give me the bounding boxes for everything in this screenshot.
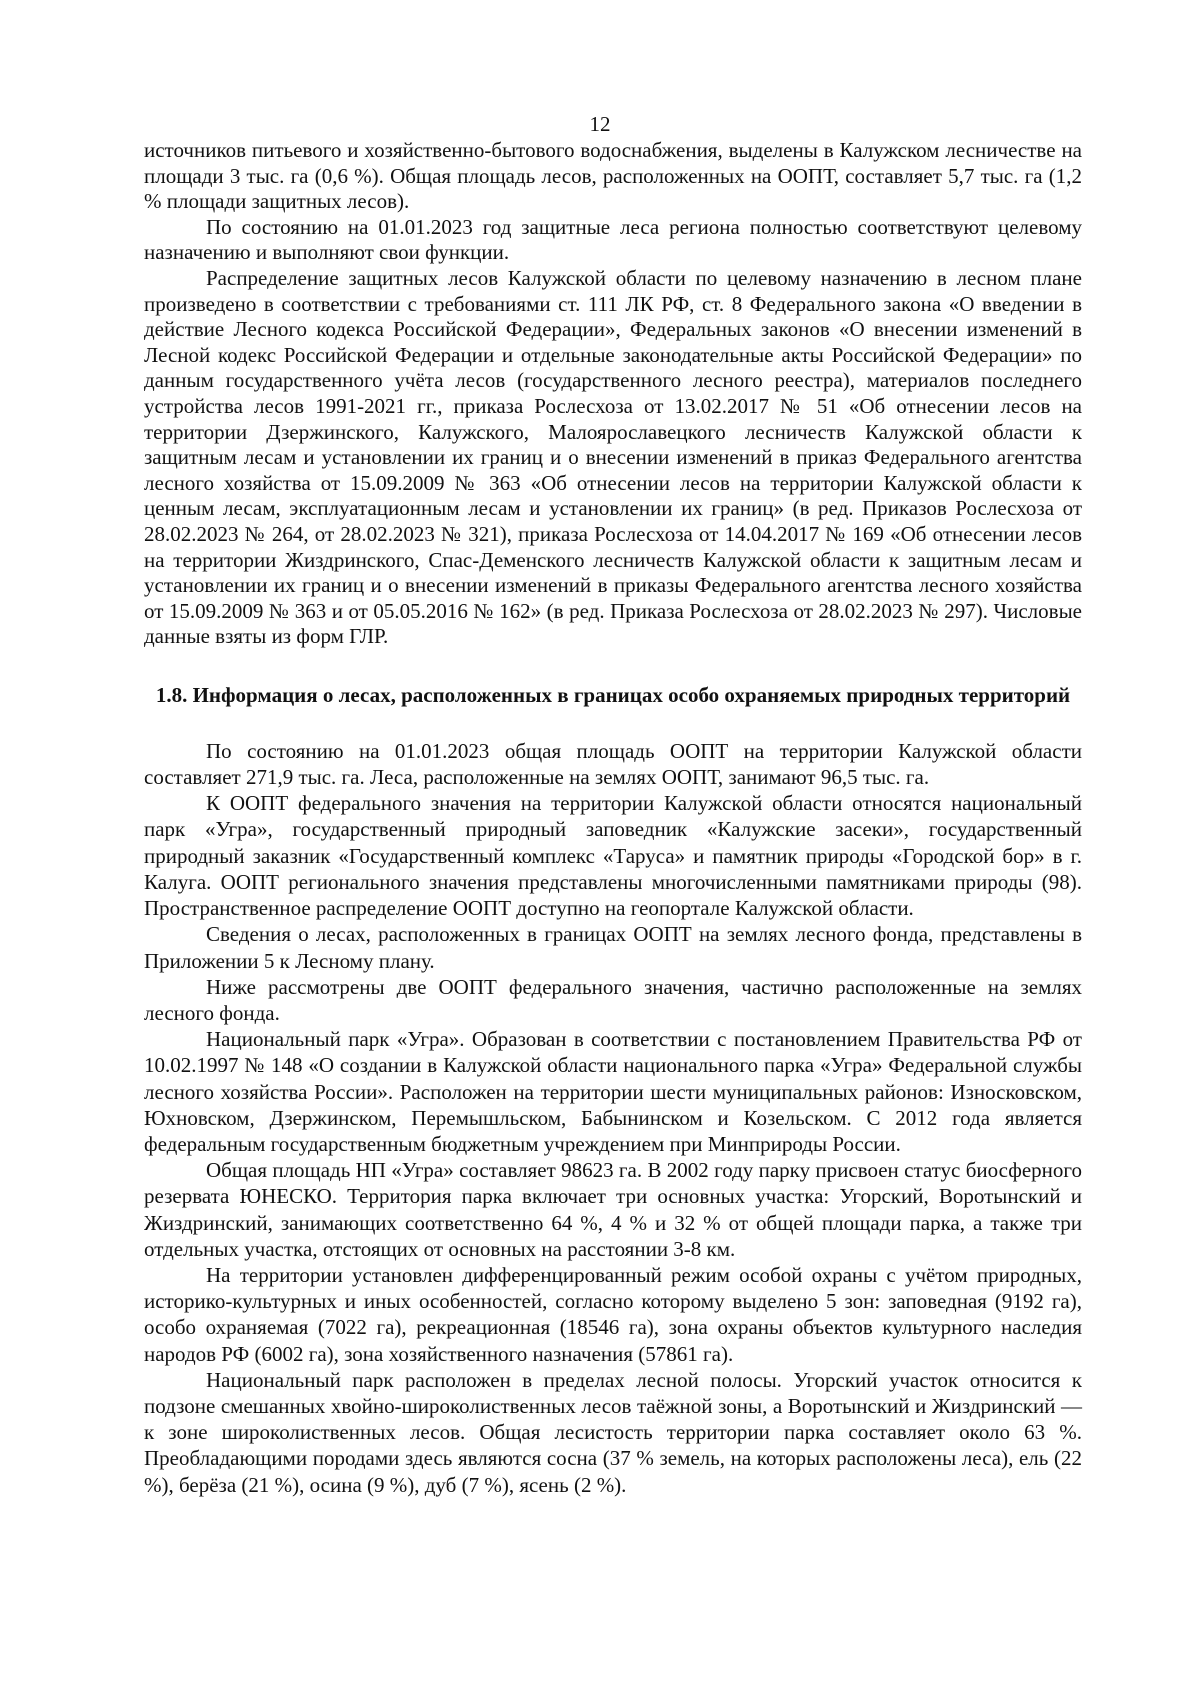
paragraph: Общая площадь НП «Угра» составляет 98623 га. В 2002 году парку присвоен статус биосферного резервата ЮНЕСКО. Территория парка включает три основных участка: Угорский, Воротынский и Жиздринский, занимающих соответственно 64 %, 4 % и 32 % от общей площади парка, а также три отдельных участка, отстоящих от основных на расстоянии 3-8 км. xyxy=(144,1158,1082,1261)
paragraph: Ниже рассмотрены две ООПТ федерального значения, частично расположенные на землях лесного фонда. xyxy=(144,974,1082,1025)
section-protected-areas xyxy=(144,738,1082,1498)
section-heading: 1.8. Информация о лесах, расположенных в границах особо охраняемых природных территорий xyxy=(155,682,1071,707)
paragraph: По состоянию на 01.01.2023 год защитные леса региона полностью соответствуют целевому назначению и выполняют свои функции. xyxy=(144,214,1082,265)
paragraph: К ООПТ федерального значения на территории Калужской области относятся национальный парк «Угра», государственный природный заповедник «Калужские засеки», государственный природный заказник «Государственный комплекс «Таруса» и памятник природы «Городской бор» в г. Калуга. ООПТ регионального значения представлены многочисленными памятниками природы (98). Пространственное распределение ООПТ доступно на геопортале Калужской области. xyxy=(144,791,1082,921)
paragraph: источников питьевого и хозяйственно-бытового водоснабжения, выделены в Калужском лесничестве на площади 3 тыс. га (0,6 %). Общая площадь лесов, расположенных на ООПТ, составляет 5,7 тыс. га (1,2 % площади защитных лесов). xyxy=(144,138,1082,214)
paragraph: Национальный парк «Угра». Образован в соответствии с постановлением Правительства РФ от 10.02.1997 № 148 «О создании в Калужской области национального парка «Угра» Федеральной службы лесного хозяйства России». Расположен на территории шести муниципальных районов: Износковском, Юхновском, Дзержинском, Перемышльском, Бабынинском и Козельском. С 2012 года является федеральным государственным бюджетным учреждением при Минприроды России. xyxy=(144,1027,1082,1156)
paragraph: По состоянию на 01.01.2023 общая площадь ООПТ на территории Калужской области составляет 271,9 тыс. га. Леса, расположенные на землях ООПТ, занимают 96,5 тыс. га. xyxy=(144,738,1082,790)
section-protective-forests xyxy=(144,138,1082,650)
paragraph: Национальный парк расположен в пределах лесной полосы. Угорский участок относится к подзоне смешанных хвойно-широколиственных лесов таёжной зоны, а Воротынский и Жиздринский — к зоне широколиственных лесов. Общая лесистость территории парка составляет около 63 %. Преобладающими породами здесь являются сосна (37 % земель, на которых расположены леса), ель (22 %), берёза (21 %), осина (9 %), дуб (7 %), ясень (2 %). xyxy=(144,1367,1082,1497)
paragraph: Сведения о лесах, расположенных в границах ООПТ на землях лесного фонда, представлены в Приложении 5 к Лесному плану. xyxy=(144,922,1082,973)
page-number: 12 xyxy=(589,112,611,136)
paragraph: Распределение защитных лесов Калужской области по целевому назначению в лесном плане произведено в соответствии с требованиями ст. 111 ЛК РФ, ст. 8 Федерального закона «О введении в действие Лесного кодекса Российской Федерации», Федеральных законов «О внесении изменений в Лесной кодекс Российской Федерации и отдельные законодательные акты Российской Федерации» по данным государственного учёта лесов (государственного лесного реестра), материалов последнего устройства лесов 1991-2021 гг., приказа Рослесхоза от 13.02.2017 № 51 «Об отнесении лесов на территории Дзержинского, Калужского, Малоярославецкого лесничеств Калужской области к защитным лесам и установлении их границ и о внесении изменений в приказ Федерального агентства лесного хозяйства от 15.09.2009 № 363 «Об отнесении лесов на территории Калужской области к ценным лесам, эксплуатационным лесам и установлении их границ» (в ред. Приказов Рослесхоза от 28.02.2023 № 264, от 28.02.2023 № 321), приказа Рослесхоза от 14.04.2017 № 169 «Об отнесении лесов на территории Жиздринского, Спас-Деменского лесничеств Калужской области к защитным лесам и установлении их границ и о внесении изменений в приказы Федерального агентства лесного хозяйства от 15.09.2009 № 363 и от 05.05.2016 № 162» (в ред. Приказа Рослесхоза от 28.02.2023 № 297). Числовые данные взяты из форм ГЛР. xyxy=(144,265,1082,649)
page-content xyxy=(144,138,1082,1498)
paragraph: На территории установлен дифференцированный режим особой охраны с учётом природных, историко-культурных и иных особенностей, согласно которому выделено 5 зон: заповедная (9192 га), особо охраняемая (7022 га), рекреационная (18546 га), зона охраны объектов культурного наследия народов РФ (6002 га), зона хозяйственного назначения (57861 га). xyxy=(144,1262,1082,1366)
